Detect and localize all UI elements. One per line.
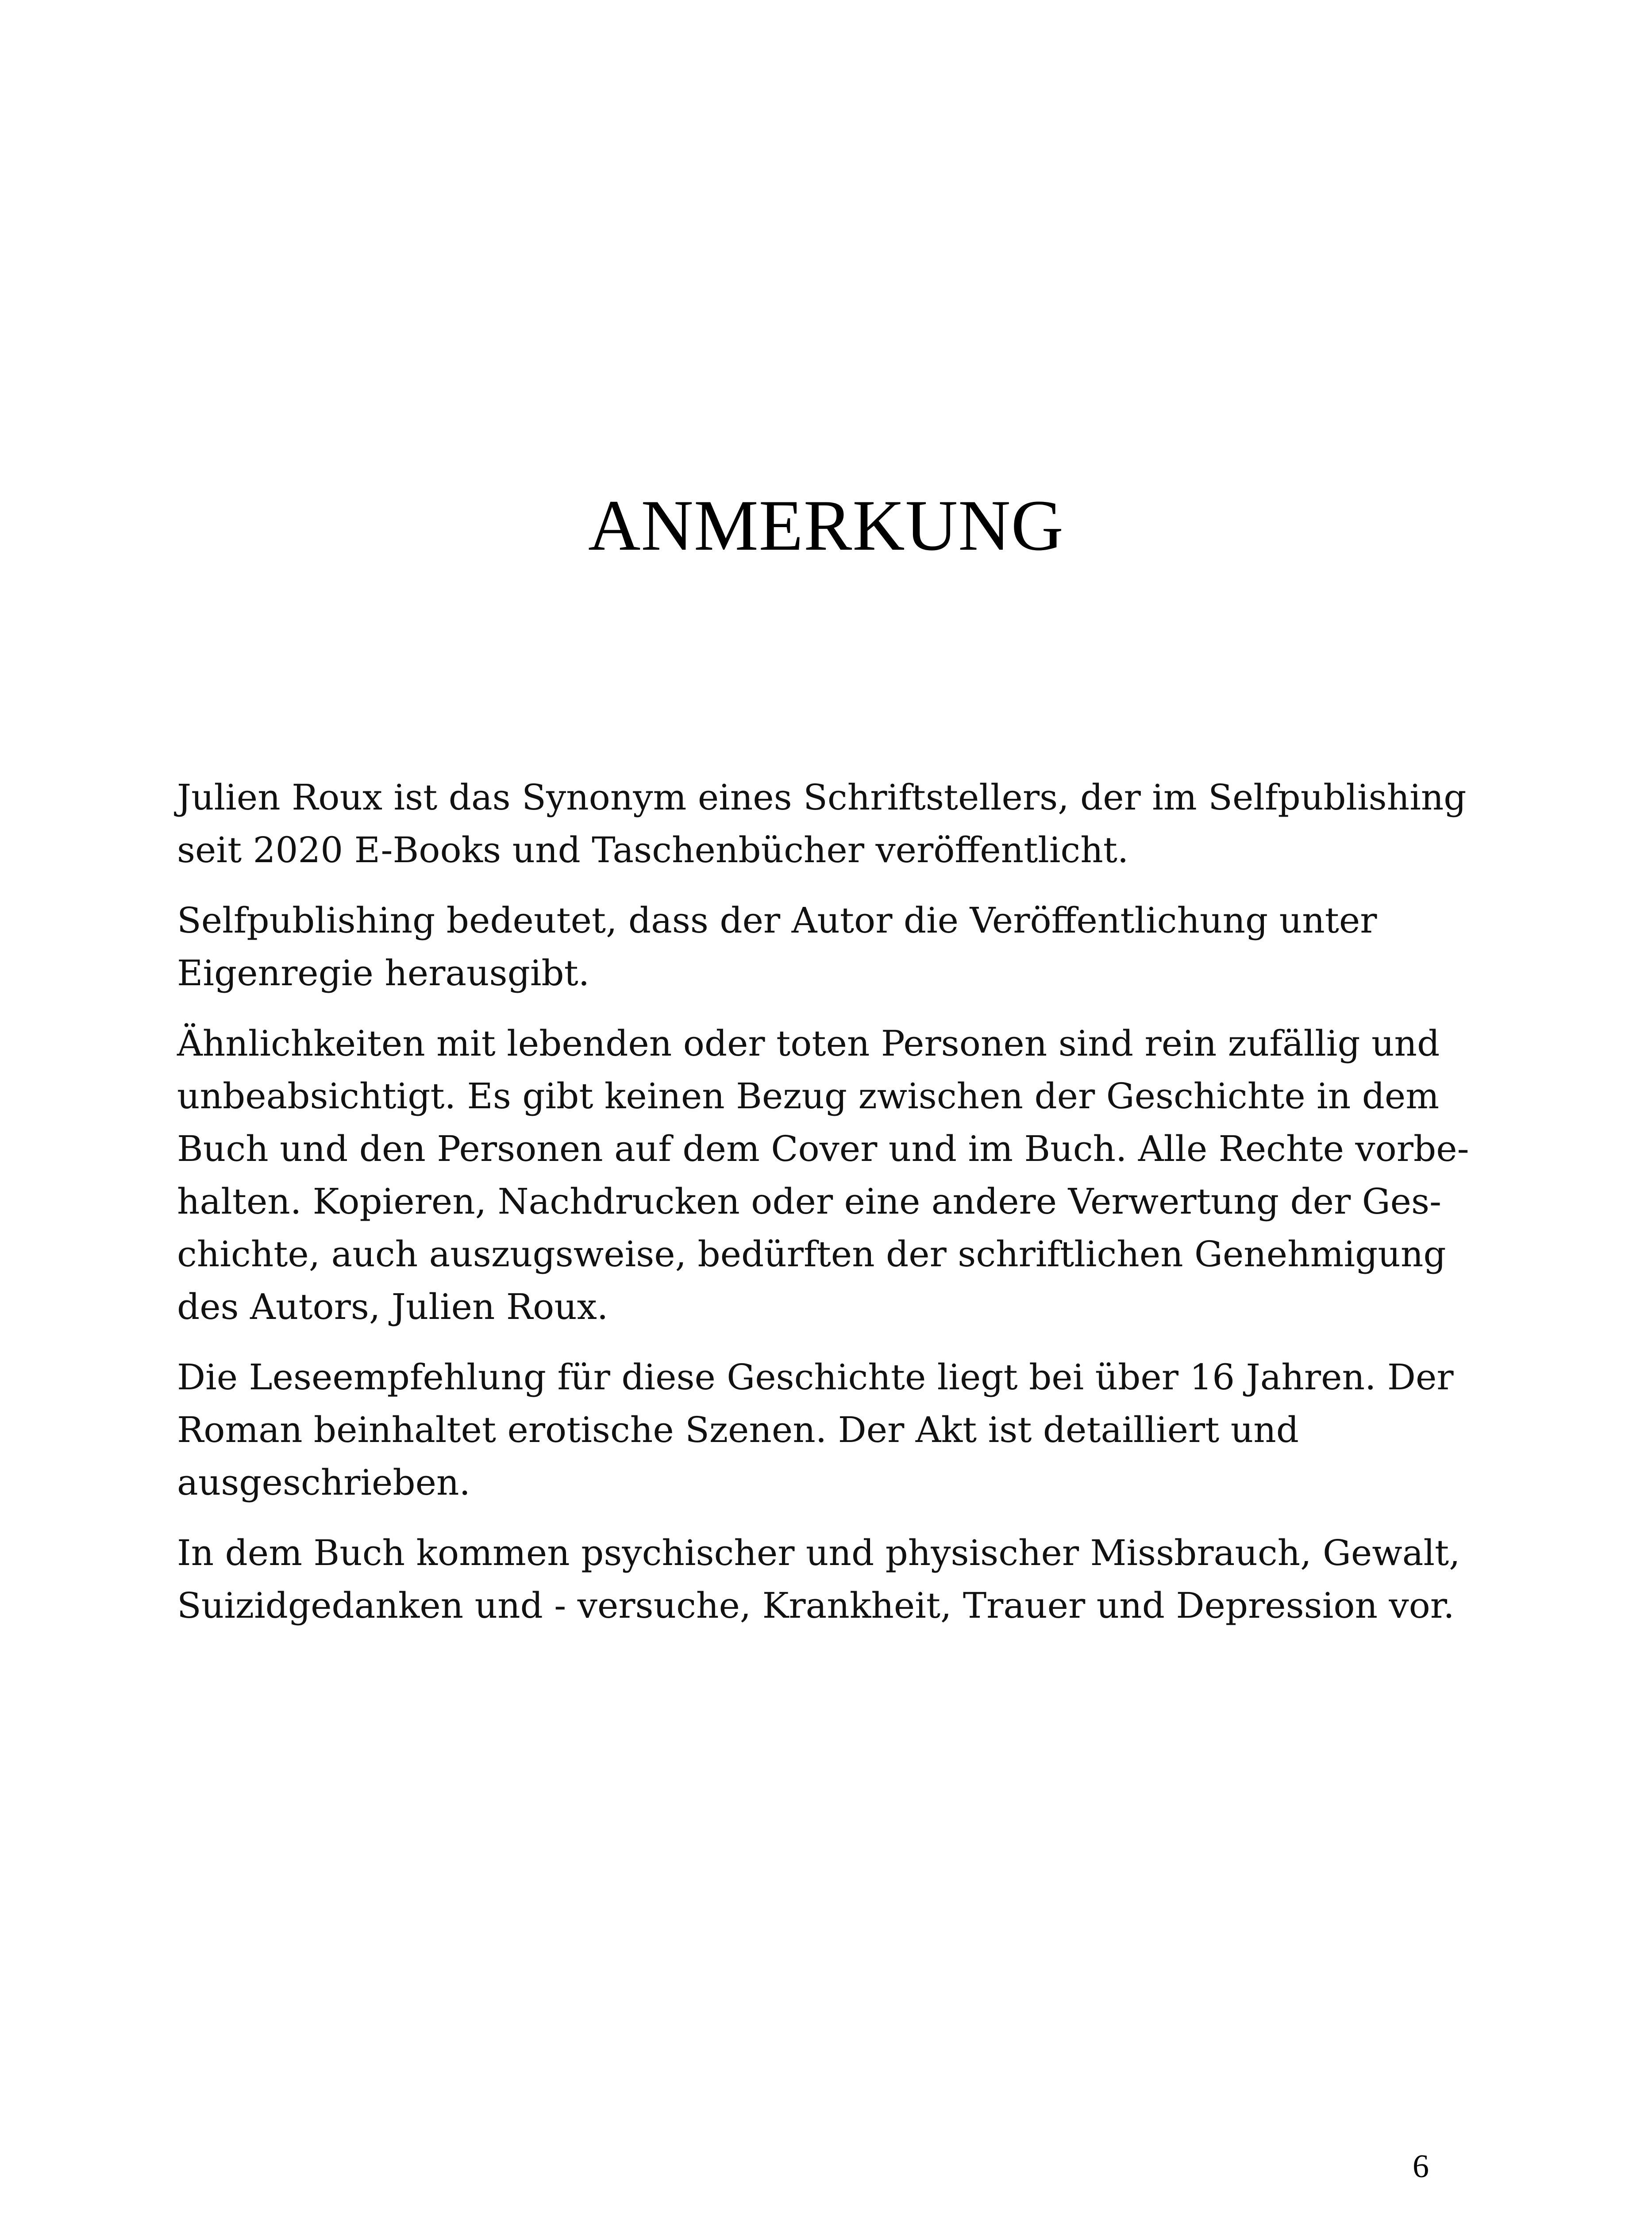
paragraph-content-warning (177, 1527, 1469, 1632)
text-line: Suizidgedanken und - versuche, Krankheit, Trauer und Depression vor. (177, 1585, 1455, 1626)
text-line: Buch und den Personen auf dem Cover und im Buch. Alle Rechte vorbe- (177, 1128, 1469, 1169)
text-line: Selfpublishing bedeutet, dass der Autor die Veröffentlichung unter (177, 900, 1377, 941)
body-text (177, 771, 1469, 1650)
paragraph-author-synonym (177, 771, 1469, 876)
paragraph-age-recommendation (177, 1351, 1469, 1509)
text-line: chichte, auch auszugsweise, bedürften der schriftlichen Genehmigung (177, 1234, 1446, 1275)
text-line: ausgeschrieben. (177, 1462, 470, 1503)
text-line: halten. Kopieren, Nachdrucken oder eine andere Verwertung der Ges- (177, 1181, 1442, 1222)
paragraph-selfpublishing (177, 894, 1469, 999)
text-line: Julien Roux ist das Synonym eines Schriftstellers, der im Selfpublishing (177, 777, 1467, 818)
text-line: Eigenregie herausgibt. (177, 952, 590, 994)
text-line: des Autors, Julien Roux. (177, 1286, 608, 1327)
paragraph-disclaimer (177, 1017, 1469, 1333)
page-number: 6 (1413, 2148, 1429, 2185)
page-title: ANMERKUNG (588, 486, 1064, 566)
text-line: Ähnlichkeiten mit lebenden oder toten Personen sind rein zufällig und (177, 1023, 1440, 1064)
text-line: Die Leseempfehlung für diese Geschichte liegt bei über 16 Jahren. Der (177, 1357, 1454, 1398)
text-line: unbeabsichtigt. Es gibt keinen Bezug zwischen der Geschichte in dem (177, 1076, 1440, 1117)
text-line: Roman beinhaltet erotische Szenen. Der Akt ist detailliert und (177, 1409, 1299, 1450)
text-line: seit 2020 E-Books und Taschenbücher veröffentlicht. (177, 829, 1129, 871)
text-line: In dem Buch kommen psychischer und physischer Missbrauch, Gewalt, (177, 1532, 1460, 1573)
